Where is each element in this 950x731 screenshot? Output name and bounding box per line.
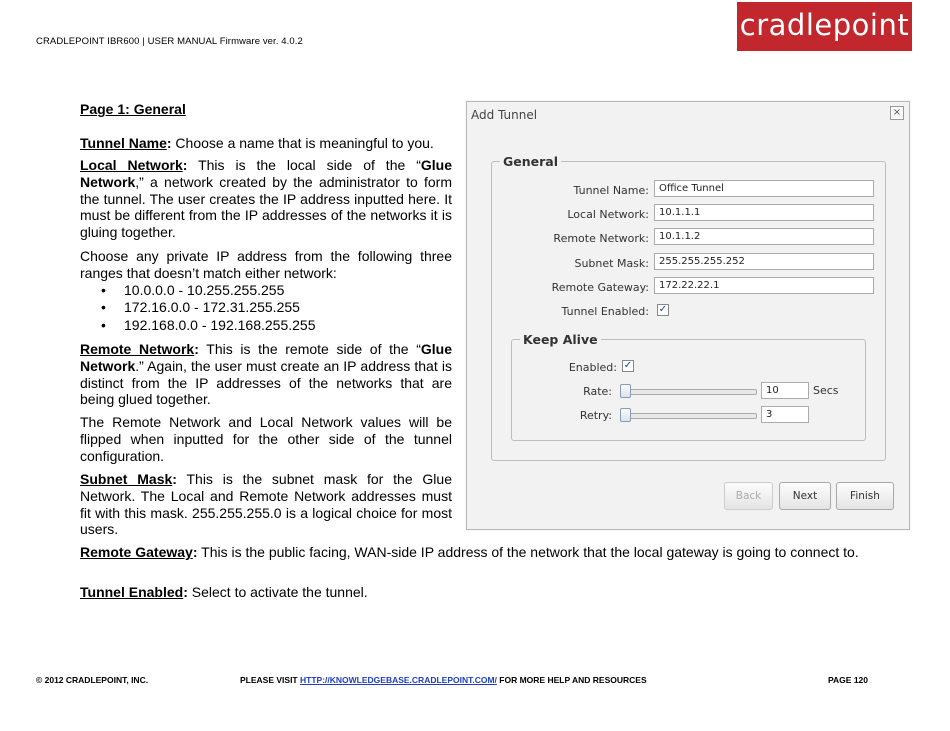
remote-gateway-input[interactable]: 172.22.22.1 [654, 277, 874, 294]
general-legend: General [500, 154, 561, 169]
list-item: • 192.168.0.0 - 192.168.255.255 [80, 317, 452, 335]
add-tunnel-dialog [466, 101, 910, 530]
footer-page-number: PAGE 120 [828, 675, 869, 685]
knowledgebase-link[interactable]: HTTP://KNOWLEDGEBASE.CRADLEPOINT.COM/ [300, 675, 497, 685]
tunnel-name-para: Tunnel Name: Choose a name that is meaningful to you. [80, 135, 434, 151]
ip-range-list [80, 282, 452, 335]
remote-gateway-label: Remote Gateway: [551, 281, 649, 294]
local-network-input[interactable]: 10.1.1.1 [654, 204, 874, 221]
choose-para [80, 248, 452, 334]
remote-network-input[interactable]: 10.1.1.2 [654, 228, 874, 245]
keep-alive-enabled-label: Enabled: [568, 361, 617, 374]
close-icon[interactable]: × [890, 106, 904, 120]
remote-network-para: Remote Network: This is the remote side of the “Glue Network.” Again, the user must create an IP address that is distinct from the IP addresses of the networks that are being glued together. [80, 341, 452, 408]
page-heading: Page 1: General [80, 101, 186, 117]
retry-slider[interactable] [620, 413, 757, 419]
back-button[interactable]: Back [724, 482, 773, 510]
header-brand: CRADLEPOINT [36, 36, 105, 47]
rate-slider-handle[interactable] [620, 384, 631, 398]
rate-label: Rate: [583, 385, 612, 398]
list-item: • 10.0.0.0 - 10.255.255.255 [80, 282, 452, 300]
cradlepoint-logo: cradlepoint [737, 2, 912, 51]
tunnel-enabled-para: Tunnel Enabled: Select to activate the tunnel. [80, 584, 368, 600]
rate-slider[interactable] [620, 389, 757, 395]
rate-input[interactable]: 10 [761, 382, 809, 399]
list-item: • 172.16.0.0 - 172.31.255.255 [80, 299, 452, 317]
retry-label: Retry: [579, 409, 612, 422]
header-doc-title: IBR600 | USER MANUAL Firmware ver. 4.0.2 [107, 36, 303, 47]
tunnel-enabled-checkbox[interactable]: ✓ [658, 304, 668, 315]
subnet-mask-label: Subnet Mask: [574, 257, 649, 270]
left-column [80, 101, 452, 118]
term-tunnel-enabled: Tunnel Enabled [80, 584, 184, 600]
subnet-mask-para: Subnet Mask: This is the subnet mask for the Glue Network. The Local and Remote Network addresses must fit with this mask. 255.255.255.0 is a logical choice for most users. [80, 471, 452, 538]
running-header [36, 36, 303, 47]
term-remote-gateway: Remote Gateway [80, 544, 193, 560]
keep-alive-enabled-checkbox[interactable]: ✓ [623, 360, 633, 371]
retry-slider-handle[interactable] [620, 408, 631, 422]
footer-copyright: © 2012 CRADLEPOINT, INC. [36, 675, 149, 685]
dialog-title: Add Tunnel [471, 108, 538, 122]
subnet-mask-input[interactable]: 255.255.255.252 [654, 253, 874, 270]
footer-visit: PLEASE VISIT HTTP://KNOWLEDGEBASE.CRADLEPOINT.COM/ FOR MORE HELP AND RESOURCES [240, 675, 647, 685]
term-remote-network: Remote Network [80, 341, 195, 357]
remote-gateway-para: Remote Gateway: This is the public facing, WAN-side IP address of the network that the local gateway is going to connect to. [80, 544, 859, 560]
tunnel-name-label: Tunnel Name: [573, 184, 649, 197]
rate-unit: Secs [813, 384, 839, 397]
local-network-para: Local Network: This is the local side of the “Glue Network,” a network created by the administrator to form the tunnel. The user creates the IP address inputted here. It must be different from the IP addresses of the networks it is gluing together. [80, 157, 452, 241]
term-local-network: Local Network [80, 157, 183, 173]
keep-alive-legend: Keep Alive [520, 332, 601, 347]
flipped-para: The Remote Network and Local Network values will be flipped when inputted for the other side of the tunnel configuration. [80, 414, 452, 464]
local-network-label: Local Network: [567, 208, 649, 221]
remote-network-label: Remote Network: [553, 232, 649, 245]
term-subnet-mask: Subnet Mask [80, 471, 173, 487]
next-button[interactable]: Next [779, 482, 831, 510]
finish-button[interactable]: Finish [836, 482, 894, 510]
term-tunnel-name: Tunnel Name [80, 135, 167, 151]
tunnel-name-input[interactable]: Office Tunnel [654, 180, 874, 197]
tunnel-enabled-label: Tunnel Enabled: [561, 305, 649, 318]
choose-text: Choose any private IP address from the following three ranges that doesn’t match either network: [80, 248, 452, 281]
retry-input[interactable]: 3 [761, 406, 809, 423]
